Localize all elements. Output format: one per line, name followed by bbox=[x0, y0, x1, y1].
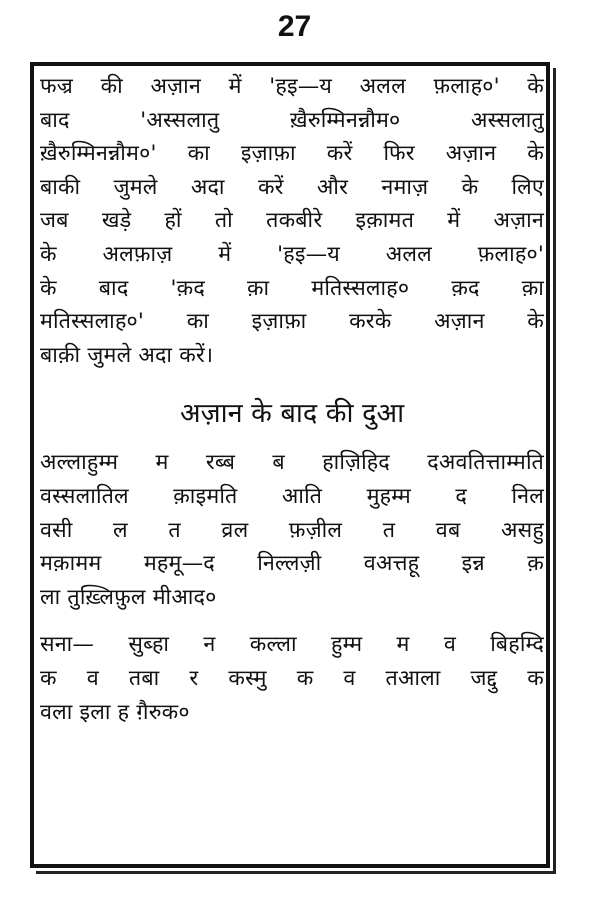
text-line: मक़ामम महमू—द निल्लज़ी वअत्तहू इन्न क़ bbox=[40, 551, 544, 577]
text-line: क व तबा र कस्मु क व तआला जद्दु क bbox=[40, 665, 544, 691]
text-line: फज्र की अज़ान में 'हइ—य अलल फ़लाह०' के bbox=[40, 74, 544, 99]
text-line: के बाद 'क़द क़ा मतिस्सलाह० क़द क़ा bbox=[40, 275, 544, 301]
text-line: मतिस्सलाह०' का इज़ाफ़ा करके अज़ान के bbox=[40, 309, 544, 335]
text-line: बाकी जुमले अदा करें और नमाज़ के लिए bbox=[40, 174, 544, 200]
text-line: वस्सलातिल क़ाइमति आति मुहम्म द निल bbox=[40, 483, 544, 509]
page-content bbox=[40, 70, 544, 729]
text-line: बाद 'अस्सलातु ख़ैरुम्मिनन्नौम० अस्सलातु bbox=[40, 107, 544, 133]
text-line: ख़ैरुम्मिनन्नौम०' का इज़ाफ़ा करें फिर अज़ान के bbox=[40, 141, 544, 167]
paragraph-gap bbox=[40, 614, 544, 628]
page-number: 27 bbox=[277, 10, 312, 43]
text-line: जब खड़े हों तो तकबीरे इक़ामत में अज़ान bbox=[40, 208, 544, 234]
text-line: अल्लाहुम्म म रब्ब ब हाज़िहिद दअवतित्ताम्मति bbox=[40, 450, 544, 476]
section-heading: अज़ान के बाद की दुआ bbox=[179, 398, 405, 430]
text-line: बाक़ी जुमले अदा करें। bbox=[40, 342, 214, 368]
text-line: वसी ल त व्रल फ़ज़ील त वब असहु bbox=[40, 517, 544, 543]
text-line: ला तुख़्लिफ़ुल मीआद० bbox=[40, 584, 217, 610]
text-line: के अलफ़ाज़ में 'हइ—य अलल फ़लाह०' bbox=[40, 241, 544, 267]
text-line: वला इला ह ग़ैरुक० bbox=[40, 699, 190, 725]
paragraph-sana bbox=[40, 628, 544, 729]
paragraph-azaan-instructions bbox=[40, 70, 544, 372]
paragraph-dua bbox=[40, 446, 544, 614]
text-line: सना— सुब्हा न कल्ला हुम्म म व बिहम्दि bbox=[40, 632, 544, 658]
